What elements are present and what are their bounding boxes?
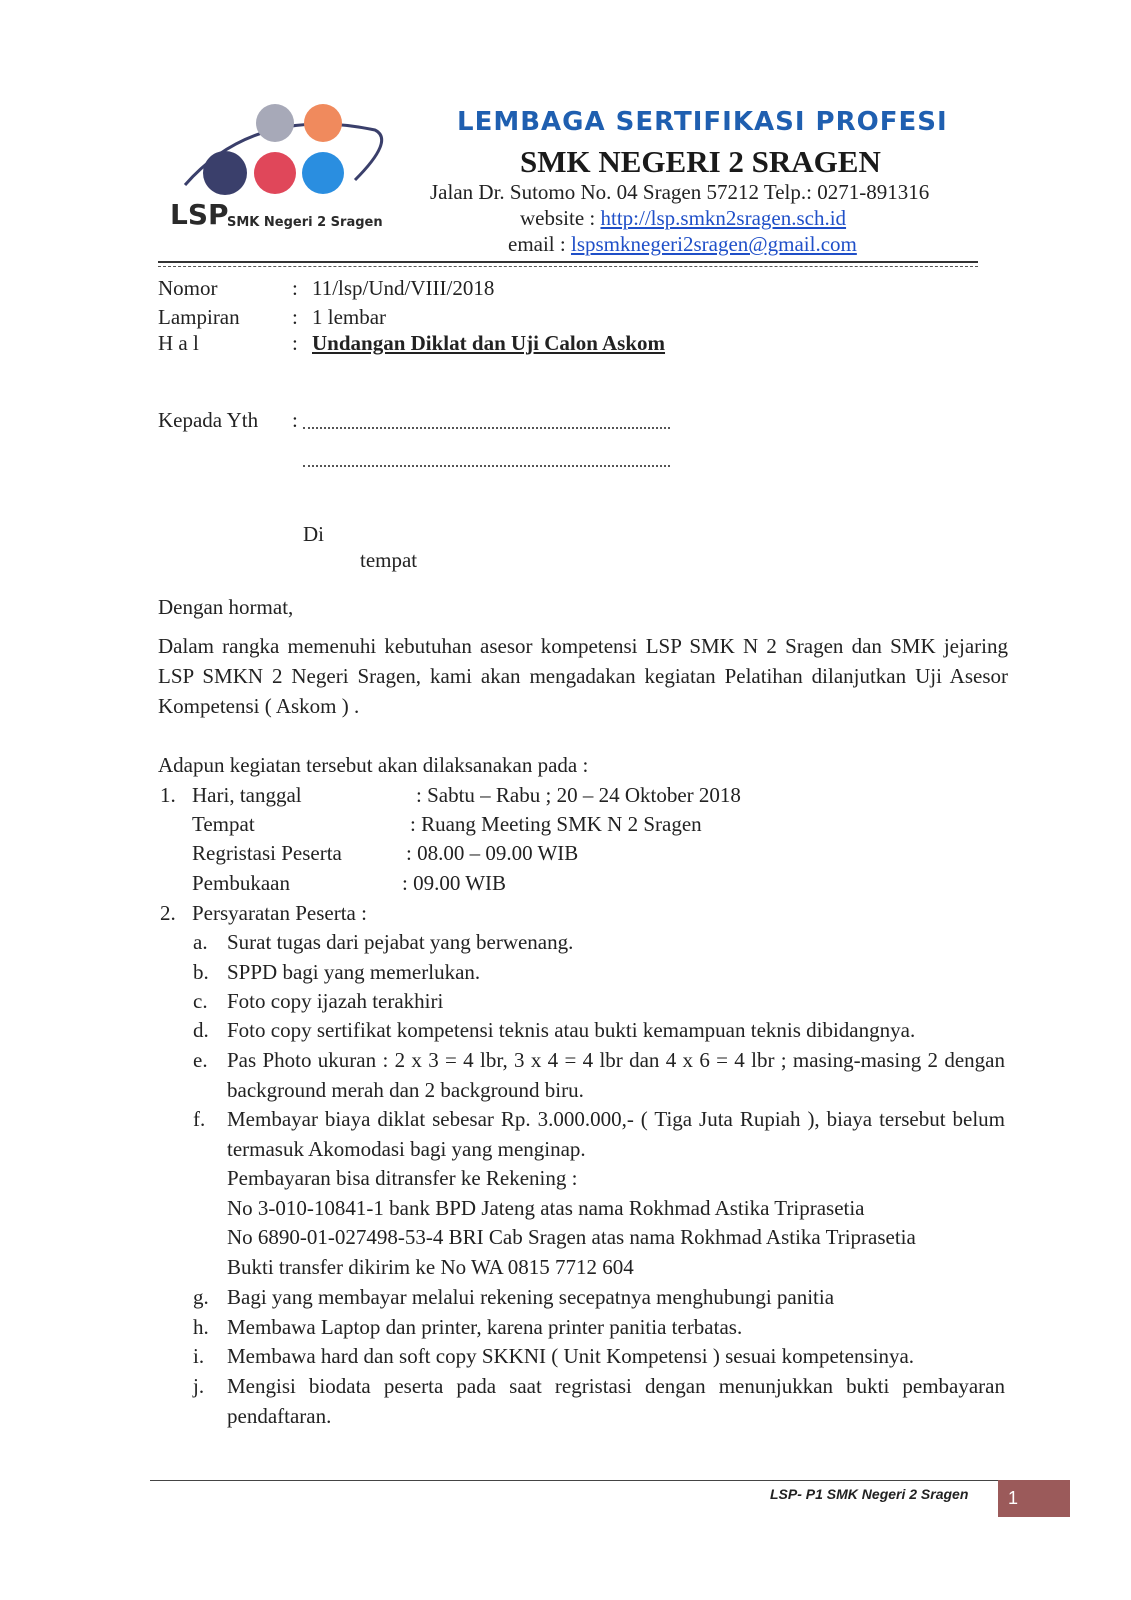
lsp-logo (165, 95, 405, 235)
req-text: Mengisi biodata peserta pada saat regristasi dengan menunjukkan bukti pembayaran pendaftaran. (227, 1374, 1005, 1428)
recipient-colon: : (292, 408, 298, 432)
req-text: Membawa Laptop dan printer, karena printer panitia terbatas. (227, 1315, 743, 1339)
payment-intro: Pembayaran bisa ditransfer ke Rekening : (227, 1166, 578, 1190)
header-divider (158, 261, 978, 263)
logo-text: LSP (170, 198, 229, 231)
email-link[interactable]: lspsmknegeri2sragen@gmail.com (570, 232, 857, 256)
logo-circle-red (254, 152, 296, 194)
item-2-title: Persyaratan Peserta : (192, 901, 367, 925)
req-text: Bagi yang membayar melalui rekening secepatnya menghubungi panitia (227, 1285, 835, 1309)
req-letter: a. (193, 930, 208, 954)
schedule-value: : 09.00 WIB (402, 871, 507, 895)
schedule-label: Regristasi Peserta (192, 841, 342, 865)
req-letter: b. (193, 960, 209, 984)
req-letter: e. (193, 1048, 208, 1072)
logo-circle-sky (302, 152, 344, 194)
nomor-colon: : (292, 276, 298, 300)
req-text: Membawa hard dan soft copy SKKNI ( Unit Kompetensi ) sesuai kompetensinya. (227, 1344, 915, 1368)
recipient-line-1 (303, 427, 670, 429)
req-letter: d. (193, 1018, 209, 1042)
greeting: Dengan hormat, (158, 595, 294, 619)
lampiran-value: 1 lembar (312, 305, 387, 329)
footer-text: LSP- P1 SMK Negeri 2 Sragen (770, 1486, 969, 1502)
logo-circle-orange (304, 104, 342, 142)
header-divider-2 (158, 266, 978, 267)
lampiran-label: Lampiran (158, 305, 240, 329)
schedule-label: Hari, tanggal (192, 783, 302, 807)
item-2-number: 2. (160, 901, 176, 925)
website-line (520, 206, 846, 230)
payment-account-1: No 3-010-10841-1 bank BPD Jateng atas nama Rokhmad Astika Triprasetia (227, 1196, 865, 1220)
req-text: Foto copy ijazah terakhiri (227, 989, 444, 1013)
req-text: Surat tugas dari pejabat yang berwenang. (227, 930, 574, 954)
hal-label: H a l (158, 331, 199, 355)
payment-whatsapp: Bukti transfer dikirim ke No WA 0815 7712 604 (227, 1255, 634, 1279)
req-text: Foto copy sertifikat kompetensi teknis atau bukti kemampuan teknis dibidangnya. (227, 1018, 916, 1042)
req-text: Membayar biaya diklat sebesar Rp. 3.000.000,- ( Tiga Juta Rupiah ), biaya tersebut belum termasuk Akomodasi bagi yang menginap. (227, 1107, 1005, 1161)
hal-colon: : (292, 331, 298, 355)
nomor-label: Nomor (158, 276, 218, 300)
req-text: Pas Photo ukuran : 2 x 3 = 4 lbr, 3 x 4 = 4 lbr dan 4 x 6 = 4 lbr ; masing-masing 2 dengan background merah dan 2 background biru. (227, 1048, 1005, 1102)
school-name: SMK NEGERI 2 SRAGEN (520, 144, 881, 179)
schedule-value: : Sabtu – Rabu ; 20 – 24 Oktober 2018 (416, 783, 741, 807)
req-letter: i. (193, 1344, 205, 1368)
req-letter: f. (193, 1107, 206, 1131)
req-letter: h. (193, 1315, 209, 1339)
tempat-text: tempat (360, 548, 418, 572)
nomor-value: 11/lsp/Und/VIII/2018 (312, 276, 495, 300)
website-link[interactable]: http://lsp.smkn2sragen.sch.id (600, 206, 847, 230)
schedule-label: Pembukaan (192, 871, 290, 895)
logo-subtext: SMK Negeri 2 Sragen (227, 215, 383, 230)
schedule-label: Tempat (192, 812, 255, 836)
req-letter: c. (193, 989, 208, 1013)
req-letter: j. (193, 1374, 205, 1398)
logo-circle-gray (256, 104, 294, 142)
payment-account-2: No 6890-01-027498-53-4 BRI Cab Sragen atas nama Rokhmad Astika Triprasetia (227, 1225, 916, 1249)
logo-circle-navy (203, 151, 247, 195)
di-text: Di (303, 522, 324, 546)
email-label: email : (508, 232, 571, 256)
schedule-intro: Adapun kegiatan tersebut akan dilaksanakan pada : (158, 753, 589, 777)
recipient-line-2 (303, 465, 670, 467)
schedule-value: : 08.00 – 09.00 WIB (406, 841, 579, 865)
address: Jalan Dr. Sutomo No. 04 Sragen 57212 Telp.: 0271-891316 (430, 180, 930, 204)
page-number-box (998, 1480, 1070, 1517)
intro-paragraph: Dalam rangka memenuhi kebutuhan asesor kompetensi LSP SMK N 2 Sragen dan SMK jejaring LSP SMKN 2 Negeri Sragen, kami akan mengadakan kegiatan Pelatihan dilanjutkan Uji Asesor Kompetensi ( Askom ) . (158, 634, 1008, 718)
recipient-label: Kepada Yth (158, 408, 259, 432)
website-label: website : (520, 206, 601, 230)
req-letter: g. (193, 1285, 209, 1309)
hal-value: Undangan Diklat dan Uji Calon Askom (312, 331, 666, 355)
lampiran-colon: : (292, 305, 298, 329)
footer-divider (150, 1480, 1070, 1481)
schedule-value: : Ruang Meeting SMK N 2 Sragen (410, 812, 702, 836)
page-number: 1 (1008, 1488, 1019, 1508)
req-text: SPPD bagi yang memerlukan. (227, 960, 481, 984)
org-name: LEMBAGA SERTIFIKASI PROFESI (457, 107, 948, 137)
email-line (508, 232, 857, 256)
item-1-number: 1. (160, 783, 176, 807)
